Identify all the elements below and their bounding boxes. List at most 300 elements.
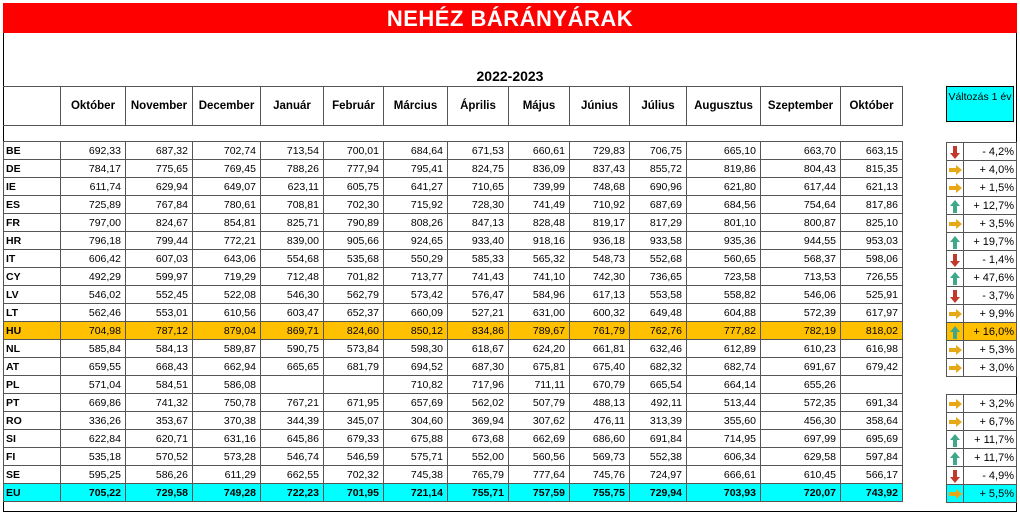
price-cell: 741,32 <box>126 394 193 412</box>
price-cell: 336,26 <box>61 412 126 430</box>
price-cell: 879,04 <box>193 322 261 340</box>
price-cell: 631,16 <box>193 430 261 448</box>
price-cell: 560,56 <box>509 448 570 466</box>
table-row <box>4 484 903 502</box>
change-row <box>947 179 1017 197</box>
price-cell: 641,27 <box>384 178 448 196</box>
price-cell: 782,19 <box>761 322 841 340</box>
price-cell: 767,84 <box>126 196 193 214</box>
price-cell: 585,84 <box>61 340 126 358</box>
price-cell: 569,73 <box>570 448 630 466</box>
country-code: HU <box>4 322 61 340</box>
price-cell: 665,54 <box>630 376 687 394</box>
change-value: + 3,5% <box>964 215 1017 233</box>
price-cell: 824,67 <box>126 214 193 232</box>
column-header: Május <box>509 87 570 126</box>
price-cell: 767,21 <box>261 394 324 412</box>
price-cell: 819,17 <box>570 214 630 232</box>
country-code: LT <box>4 304 61 322</box>
price-cell: 675,88 <box>384 430 448 448</box>
price-cell: 313,39 <box>630 412 687 430</box>
change-header: Változás 1 év <box>946 86 1014 122</box>
price-cell: 854,81 <box>193 214 261 232</box>
price-cell: 790,89 <box>324 214 384 232</box>
change-value: - 1,4% <box>964 251 1017 269</box>
price-cell: 546,06 <box>761 286 841 304</box>
price-cell: 492,11 <box>630 394 687 412</box>
price-cell: 629,58 <box>761 448 841 466</box>
table-row <box>4 268 903 286</box>
price-cell: 605,75 <box>324 178 384 196</box>
arrow-right-icon <box>947 359 964 377</box>
price-cell: 748,68 <box>570 178 630 196</box>
price-cell: 662,94 <box>193 358 261 376</box>
change-row <box>947 323 1017 341</box>
column-header: Június <box>570 87 630 126</box>
price-cell: 777,94 <box>324 160 384 178</box>
table-row <box>4 196 903 214</box>
price-cell: 645,86 <box>261 430 324 448</box>
price-cell: 682,32 <box>630 358 687 376</box>
price-cell: 548,73 <box>570 250 630 268</box>
price-cell: 692,33 <box>61 142 126 160</box>
country-code: SE <box>4 466 61 484</box>
price-cell: 662,55 <box>261 466 324 484</box>
price-cell: 586,08 <box>193 376 261 394</box>
price-cell: 553,58 <box>630 286 687 304</box>
price-cell: 562,79 <box>324 286 384 304</box>
price-cell <box>841 376 903 394</box>
price-cell: 681,79 <box>324 358 384 376</box>
table-row <box>4 214 903 232</box>
price-cell: 643,06 <box>193 250 261 268</box>
price-cell: 697,99 <box>761 430 841 448</box>
country-code: IE <box>4 178 61 196</box>
price-cell: 616,98 <box>841 340 903 358</box>
arrow-right-icon <box>947 179 964 197</box>
price-cell: 304,60 <box>384 412 448 430</box>
table-row <box>4 160 903 178</box>
arrow-right-icon <box>947 485 964 503</box>
price-cell: 682,74 <box>687 358 761 376</box>
price-cell: 824,60 <box>324 322 384 340</box>
price-cell: 687,32 <box>126 142 193 160</box>
price-cell: 936,18 <box>570 232 630 250</box>
price-cell: 513,44 <box>687 394 761 412</box>
price-cell: 612,89 <box>687 340 761 358</box>
price-cell: 671,53 <box>448 142 509 160</box>
price-cell: 777,82 <box>687 322 761 340</box>
column-header: November <box>126 87 193 126</box>
price-cell: 573,84 <box>324 340 384 358</box>
change-value: - 4,2% <box>964 143 1017 161</box>
table-row <box>4 412 903 430</box>
price-cell: 799,44 <box>126 232 193 250</box>
price-cell: 705,22 <box>61 484 126 502</box>
price-cell: 597,84 <box>841 448 903 466</box>
arrow-right-icon <box>947 305 964 323</box>
country-code: RO <box>4 412 61 430</box>
price-cell: 492,29 <box>61 268 126 286</box>
price-cell: 589,87 <box>193 340 261 358</box>
price-cell: 611,74 <box>61 178 126 196</box>
price-cell: 839,00 <box>261 232 324 250</box>
table-row <box>4 250 903 268</box>
price-cell: 546,30 <box>261 286 324 304</box>
change-value: + 5,5% <box>964 485 1017 503</box>
price-cell: 715,92 <box>384 196 448 214</box>
price-cell: 706,75 <box>630 142 687 160</box>
price-cell: 815,35 <box>841 160 903 178</box>
price-cell: 663,15 <box>841 142 903 160</box>
price-cell: 749,28 <box>193 484 261 502</box>
price-cell: 573,28 <box>193 448 261 466</box>
price-cell: 345,07 <box>324 412 384 430</box>
price-cell: 720,07 <box>761 484 841 502</box>
country-code: DE <box>4 160 61 178</box>
country-code: AT <box>4 358 61 376</box>
price-cell: 722,23 <box>261 484 324 502</box>
country-code: BE <box>4 142 61 160</box>
price-cell: 670,79 <box>570 376 630 394</box>
column-header: Október <box>841 87 903 126</box>
price-cell: 550,29 <box>384 250 448 268</box>
price-cell: 629,94 <box>126 178 193 196</box>
price-cell: 808,26 <box>384 214 448 232</box>
price-cell: 611,29 <box>193 466 261 484</box>
change-value <box>964 377 1017 395</box>
change-row <box>947 269 1017 287</box>
price-cell: 736,65 <box>630 268 687 286</box>
price-cell: 847,13 <box>448 214 509 232</box>
price-cell: 675,81 <box>509 358 570 376</box>
price-cell: 804,43 <box>761 160 841 178</box>
price-cell: 369,94 <box>448 412 509 430</box>
price-cell: 787,12 <box>126 322 193 340</box>
price-cell: 724,97 <box>630 466 687 484</box>
change-value: + 11,7% <box>964 431 1017 449</box>
price-cell: 729,94 <box>630 484 687 502</box>
price-cell: 595,25 <box>61 466 126 484</box>
price-cell: 918,16 <box>509 232 570 250</box>
change-value: + 1,5% <box>964 179 1017 197</box>
price-cell: 652,37 <box>324 304 384 322</box>
price-cell: 622,84 <box>61 430 126 448</box>
change-value: - 4,9% <box>964 467 1017 485</box>
price-cell: 370,38 <box>193 412 261 430</box>
period-label: 2022-2023 <box>476 68 544 84</box>
arrow-up-icon <box>947 269 964 287</box>
price-cell: 572,39 <box>761 304 841 322</box>
price-cell: 702,74 <box>193 142 261 160</box>
arrow-right-icon <box>947 395 964 413</box>
table-row <box>4 286 903 304</box>
price-cell: 535,18 <box>61 448 126 466</box>
price-cell: 700,01 <box>324 142 384 160</box>
price-cell: 750,78 <box>193 394 261 412</box>
price-cell: 606,42 <box>61 250 126 268</box>
price-cell <box>261 376 324 394</box>
price-cell: 869,71 <box>261 322 324 340</box>
table-row <box>4 394 903 412</box>
table-row <box>4 448 903 466</box>
arrow-down-icon <box>947 287 964 305</box>
price-cell: 721,14 <box>384 484 448 502</box>
change-value: - 3,7% <box>964 287 1017 305</box>
change-row <box>947 143 1017 161</box>
price-cell: 553,01 <box>126 304 193 322</box>
price-cell: 456,30 <box>761 412 841 430</box>
table-row <box>4 466 903 484</box>
price-cell: 604,88 <box>687 304 761 322</box>
price-cell: 924,65 <box>384 232 448 250</box>
price-cell: 570,52 <box>126 448 193 466</box>
price-cell: 584,96 <box>509 286 570 304</box>
column-header: Szeptember <box>761 87 841 126</box>
price-cell: 575,71 <box>384 448 448 466</box>
price-cell: 684,64 <box>384 142 448 160</box>
price-cell: 717,96 <box>448 376 509 394</box>
price-cell: 572,35 <box>761 394 841 412</box>
change-row <box>947 485 1017 503</box>
arrow-up-icon <box>947 323 964 341</box>
price-cell: 755,71 <box>448 484 509 502</box>
price-cell: 669,86 <box>61 394 126 412</box>
price-cell: 610,23 <box>761 340 841 358</box>
change-value: + 6,7% <box>964 413 1017 431</box>
price-cell: 631,00 <box>509 304 570 322</box>
table-row <box>4 376 903 394</box>
price-cell: 765,79 <box>448 466 509 484</box>
arrow-right-icon <box>947 413 964 431</box>
arrow-up-icon <box>947 449 964 467</box>
arrow-right-icon <box>947 341 964 359</box>
price-cell: 623,11 <box>261 178 324 196</box>
price-cell: 710,92 <box>570 196 630 214</box>
price-cell: 552,00 <box>448 448 509 466</box>
change-row <box>947 287 1017 305</box>
price-cell: 584,13 <box>126 340 193 358</box>
price-cell: 712,48 <box>261 268 324 286</box>
price-cell: 703,93 <box>687 484 761 502</box>
price-cell: 723,58 <box>687 268 761 286</box>
price-cell: 522,08 <box>193 286 261 304</box>
price-cell: 817,29 <box>630 214 687 232</box>
price-cell: 701,95 <box>324 484 384 502</box>
price-cell: 552,38 <box>630 448 687 466</box>
country-code: PT <box>4 394 61 412</box>
price-cell: 624,20 <box>509 340 570 358</box>
price-cell: 621,13 <box>841 178 903 196</box>
price-cell: 687,69 <box>630 196 687 214</box>
change-column <box>946 142 1017 503</box>
price-cell: 552,45 <box>126 286 193 304</box>
price-cell: 620,71 <box>126 430 193 448</box>
change-value: + 3,0% <box>964 359 1017 377</box>
price-cell: 353,67 <box>126 412 193 430</box>
price-cell: 673,68 <box>448 430 509 448</box>
country-code: FR <box>4 214 61 232</box>
country-code: CY <box>4 268 61 286</box>
price-cell: 825,10 <box>841 214 903 232</box>
arrow-down-icon <box>947 143 964 161</box>
price-cell: 603,47 <box>261 304 324 322</box>
price-cell: 788,26 <box>261 160 324 178</box>
price-cell: 944,55 <box>761 232 841 250</box>
price-cell: 590,75 <box>261 340 324 358</box>
price-cell: 796,18 <box>61 232 126 250</box>
price-cell: 855,72 <box>630 160 687 178</box>
price-cell: 598,30 <box>384 340 448 358</box>
price-cell: 837,43 <box>570 160 630 178</box>
price-cell: 571,04 <box>61 376 126 394</box>
price-cell: 834,86 <box>448 322 509 340</box>
change-row <box>947 251 1017 269</box>
price-cell: 576,47 <box>448 286 509 304</box>
price-cell: 695,69 <box>841 430 903 448</box>
column-header: Augusztus <box>687 87 761 126</box>
table-row <box>4 430 903 448</box>
table-row <box>4 178 903 196</box>
price-cell: 584,51 <box>126 376 193 394</box>
price-cell: 663,70 <box>761 142 841 160</box>
price-cell: 344,39 <box>261 412 324 430</box>
price-cell: 665,10 <box>687 142 761 160</box>
table-row <box>4 304 903 322</box>
price-cell: 711,11 <box>509 376 570 394</box>
arrow-down-icon <box>947 251 964 269</box>
price-cell: 560,65 <box>687 250 761 268</box>
price-cell: 819,86 <box>687 160 761 178</box>
price-cell: 754,64 <box>761 196 841 214</box>
price-cell: 649,48 <box>630 304 687 322</box>
price-cell: 741,49 <box>509 196 570 214</box>
price-cell: 598,06 <box>841 250 903 268</box>
change-value: + 12,7% <box>964 197 1017 215</box>
price-cell: 850,12 <box>384 322 448 340</box>
price-cell: 568,37 <box>761 250 841 268</box>
table-row <box>4 340 903 358</box>
arrow-up-icon <box>947 197 964 215</box>
price-cell: 686,60 <box>570 430 630 448</box>
change-row <box>947 305 1017 323</box>
country-code: LV <box>4 286 61 304</box>
price-cell: 762,76 <box>630 322 687 340</box>
change-value: + 3,2% <box>964 395 1017 413</box>
price-cell: 617,13 <box>570 286 630 304</box>
price-cell: 824,75 <box>448 160 509 178</box>
price-cell: 649,07 <box>193 178 261 196</box>
price-cell: 745,38 <box>384 466 448 484</box>
price-cell: 780,61 <box>193 196 261 214</box>
price-cell: 525,91 <box>841 286 903 304</box>
country-code: HR <box>4 232 61 250</box>
price-cell: 729,83 <box>570 142 630 160</box>
price-cell: 657,69 <box>384 394 448 412</box>
price-cell: 565,32 <box>509 250 570 268</box>
price-cell: 704,98 <box>61 322 126 340</box>
price-cell: 713,53 <box>761 268 841 286</box>
column-header: Február <box>324 87 384 126</box>
price-cell: 800,87 <box>761 214 841 232</box>
price-cell: 600,32 <box>570 304 630 322</box>
price-cell: 668,43 <box>126 358 193 376</box>
change-value: + 19,7% <box>964 233 1017 251</box>
price-cell: 701,82 <box>324 268 384 286</box>
change-row <box>947 377 1017 395</box>
price-cell: 546,02 <box>61 286 126 304</box>
price-cell: 772,21 <box>193 232 261 250</box>
price-cell: 761,79 <box>570 322 630 340</box>
price-cell: 617,97 <box>841 304 903 322</box>
price-cell: 655,26 <box>761 376 841 394</box>
price-cell: 817,86 <box>841 196 903 214</box>
change-row <box>947 359 1017 377</box>
change-value: + 4,0% <box>964 161 1017 179</box>
price-cell: 757,59 <box>509 484 570 502</box>
price-cell: 632,46 <box>630 340 687 358</box>
change-row <box>947 215 1017 233</box>
price-cell: 307,62 <box>509 412 570 430</box>
price-cell: 610,56 <box>193 304 261 322</box>
price-cell: 726,55 <box>841 268 903 286</box>
price-cell: 953,03 <box>841 232 903 250</box>
country-code: SI <box>4 430 61 448</box>
arrow-up-icon <box>947 431 964 449</box>
arrow-up-icon <box>947 233 964 251</box>
price-cell: 666,61 <box>687 466 761 484</box>
header-corner <box>4 87 61 126</box>
price-cell: 713,54 <box>261 142 324 160</box>
change-row <box>947 341 1017 359</box>
table-row <box>4 142 903 160</box>
price-cell: 546,59 <box>324 448 384 466</box>
price-cell: 905,66 <box>324 232 384 250</box>
country-code: PL <box>4 376 61 394</box>
price-cell: 621,80 <box>687 178 761 196</box>
price-cell: 795,41 <box>384 160 448 178</box>
change-value: + 5,3% <box>964 341 1017 359</box>
country-code: FI <box>4 448 61 466</box>
change-value: + 47,6% <box>964 269 1017 287</box>
empty-cell <box>947 377 964 395</box>
price-cell: 662,69 <box>509 430 570 448</box>
change-row <box>947 467 1017 485</box>
table-row <box>4 358 903 376</box>
column-header: Április <box>448 87 509 126</box>
price-cell: 675,40 <box>570 358 630 376</box>
country-code: ES <box>4 196 61 214</box>
price-cell: 694,52 <box>384 358 448 376</box>
price-cell: 665,65 <box>261 358 324 376</box>
price-cell: 933,58 <box>630 232 687 250</box>
price-cell: 933,40 <box>448 232 509 250</box>
price-cell: 552,68 <box>630 250 687 268</box>
price-table <box>3 86 903 502</box>
change-value: + 11,7% <box>964 449 1017 467</box>
price-cell <box>324 376 384 394</box>
price-cell: 769,45 <box>193 160 261 178</box>
price-cell: 755,75 <box>570 484 630 502</box>
price-cell: 728,30 <box>448 196 509 214</box>
price-cell: 725,89 <box>61 196 126 214</box>
price-cell: 617,44 <box>761 178 841 196</box>
price-cell: 355,60 <box>687 412 761 430</box>
price-cell: 573,42 <box>384 286 448 304</box>
column-header: Július <box>630 87 687 126</box>
column-header: Október <box>61 87 126 126</box>
price-cell: 507,79 <box>509 394 570 412</box>
